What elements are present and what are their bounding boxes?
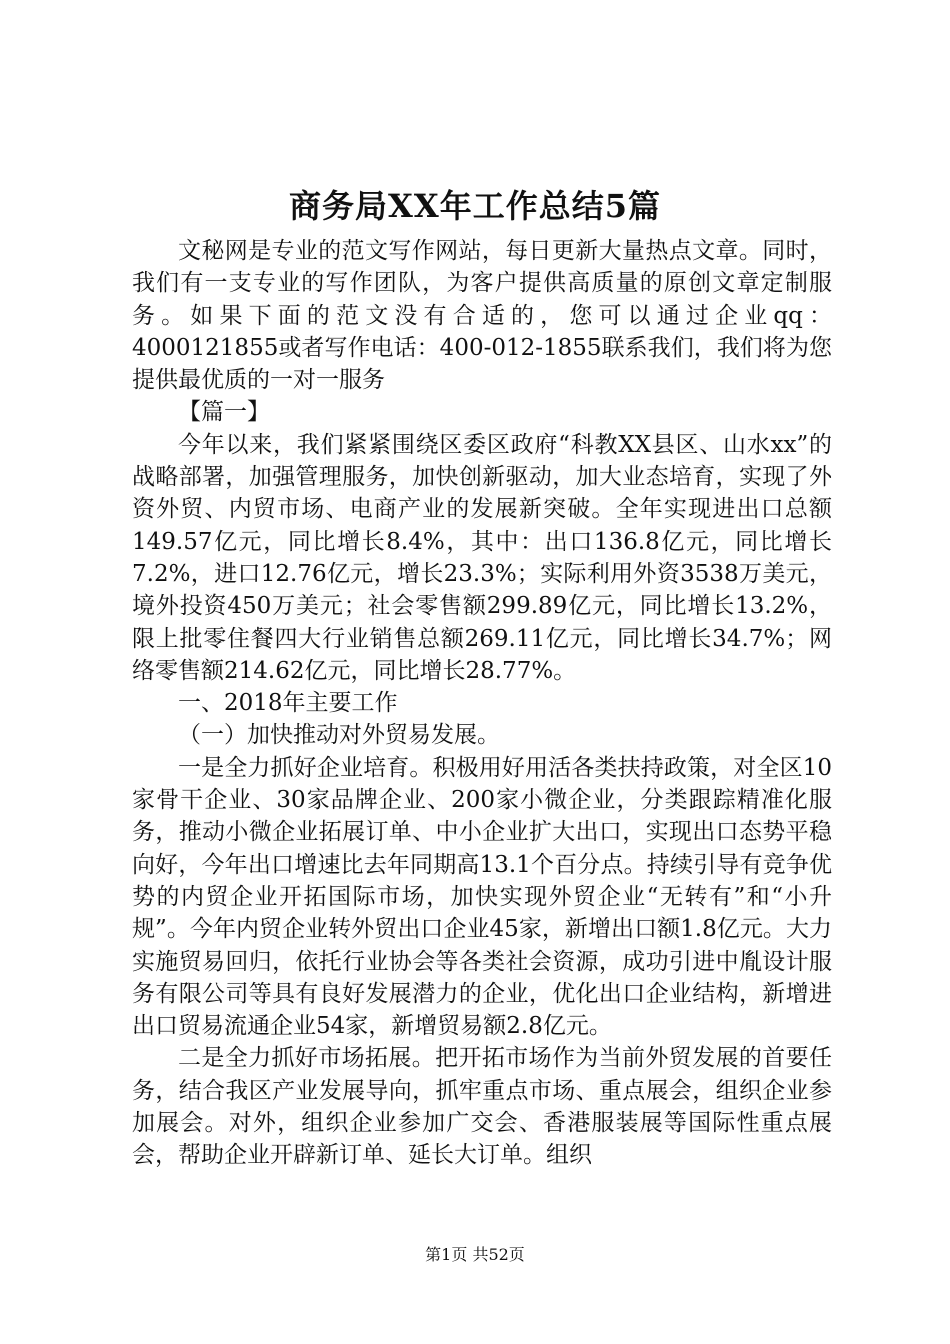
intro-paragraph: 文秘网是专业的范文写作网站，每日更新大量热点文章。同时，我们有一支专业的写作团队，为客户提供高质量的原创文章定制服务。如果下面的范文没有合适的，您可以通过企业qq：4000121855或者写作电话：400-012-1855联系我们，我们将为您提供最优质的一对一服务 [132, 238, 832, 394]
summary-paragraph: 今年以来，我们紧紧围绕区委区政府“科教XX县区、山水xx”的战略部署，加强管理服务，加快创新驱动，加大业态培育，实现了外资外贸、内贸市场、电商产业的发展新突破。全年实现进出口总额149.57亿元，同比增长8.4%，其中：出口136.8亿元，同比增长7.2%，进口12.76亿元，增长23.3%；实际利用外资3538万美元，境外投资450万美元；社会零售额299.89亿元，同比增长13.2%，限上批零住餐四大行业销售总额269.11亿元，同比增长34.7%；网络零售额214.62亿元，同比增长28.77%。 [132, 431, 832, 684]
section-heading-main-work: 一、2018年主要工作 [178, 690, 398, 717]
section-heading-part-one: 【篇一】 [178, 399, 270, 426]
subsection-heading-foreign-trade: （一）加快推动对外贸易发展。 [178, 722, 500, 749]
document-body [132, 235, 832, 1172]
document-title: 商务局XX年工作总结5篇 [289, 187, 661, 225]
market-expansion-paragraph: 二是全力抓好市场拓展。把开拓市场作为当前外贸发展的首要任务，结合我区产业发展导向，抓牢重点市场、重点展会，组织企业参加展会。对外，组织企业参加广交会、香港服装展等国际性重点展会，帮助企业开辟新订单、延长大订单。组织 [132, 1045, 832, 1169]
enterprise-cultivation-paragraph: 一是全力抓好企业培育。积极用好用活各类扶持政策，对全区10家骨干企业、30家品牌企业、200家小微企业，分类跟踪精准化服务，推动小微企业拓展订单、中小企业扩大出口，实现出口态势平稳向好，今年出口增速比去年同期高13.1个百分点。持续引导有竞争优势的内贸企业开拓国际市场，加快实现外贸企业“无转有”和“小升规”。今年内贸企业转外贸出口企业45家，新增出口额1.8亿元。大力实施贸易回归，依托行业协会等各类社会资源，成功引进中胤设计服务有限公司等具有良好发展潜力的企业，优化出口企业结构，新增进出口贸易流通企业54家，新增贸易额2.8亿元。 [132, 754, 832, 1040]
page-number-footer: 第1页 共52页 [425, 1245, 525, 1264]
